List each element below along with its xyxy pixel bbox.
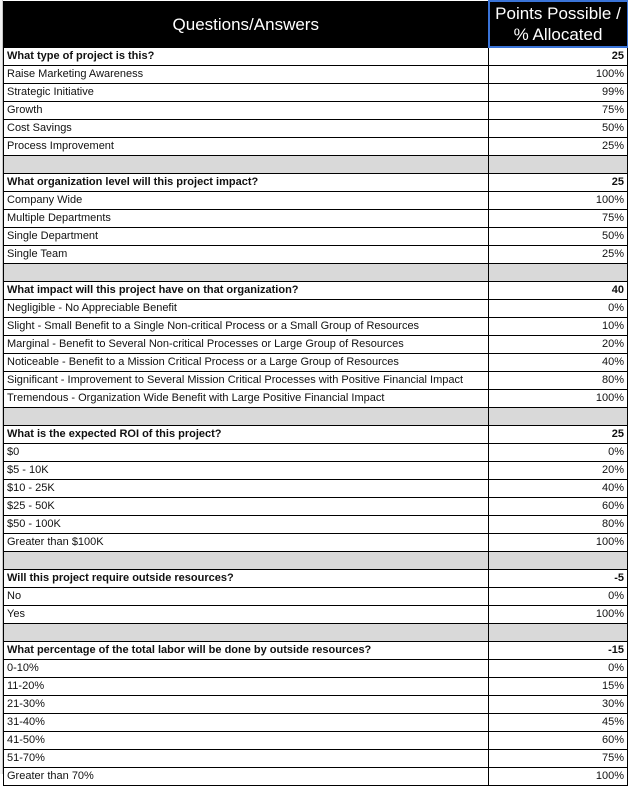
answer-row: [4, 246, 628, 264]
answer-cell[interactable]: Slight - Small Benefit to a Single Non-critical Process or a Small Group of Resources: [4, 318, 489, 336]
points-cell[interactable]: 25: [489, 47, 628, 66]
pct-cell[interactable]: 99%: [489, 84, 628, 102]
answer-row: [4, 444, 628, 462]
answer-row: [4, 138, 628, 156]
spacer-cell[interactable]: [489, 264, 628, 282]
pct-cell[interactable]: 0%: [489, 660, 628, 678]
question-row: [4, 47, 628, 66]
answer-cell[interactable]: $50 - 100K: [4, 516, 489, 534]
question-row: [4, 282, 628, 300]
answer-cell[interactable]: Raise Marketing Awareness: [4, 66, 489, 84]
question-cell[interactable]: What type of project is this?: [4, 47, 489, 66]
answer-row: [4, 462, 628, 480]
answer-row: [4, 102, 628, 120]
answer-row: [4, 678, 628, 696]
pct-cell[interactable]: 100%: [489, 606, 628, 624]
answer-row: [4, 66, 628, 84]
pct-cell[interactable]: 45%: [489, 714, 628, 732]
answer-cell[interactable]: 41-50%: [4, 732, 489, 750]
spacer-row: [4, 156, 628, 174]
question-cell[interactable]: What percentage of the total labor will be done by outside resources?: [4, 642, 489, 660]
answer-cell[interactable]: Cost Savings: [4, 120, 489, 138]
spacer-cell[interactable]: [489, 156, 628, 174]
answer-row: [4, 390, 628, 408]
spacer-cell[interactable]: [4, 624, 489, 642]
points-header-line2: % Allocated: [513, 25, 603, 44]
pct-cell[interactable]: 25%: [489, 138, 628, 156]
spacer-cell[interactable]: [489, 408, 628, 426]
questions-answers-header: Questions/Answers: [172, 14, 319, 34]
answer-row: [4, 750, 628, 768]
pct-cell[interactable]: 50%: [489, 120, 628, 138]
answer-row: [4, 120, 628, 138]
answer-row: [4, 498, 628, 516]
answer-cell[interactable]: 51-70%: [4, 750, 489, 768]
spacer-cell[interactable]: [4, 552, 489, 570]
answer-row: [4, 534, 628, 552]
points-cell[interactable]: 25: [489, 174, 628, 192]
answer-row: [4, 300, 628, 318]
answer-row: [4, 210, 628, 228]
pct-cell[interactable]: 25%: [489, 246, 628, 264]
answer-cell[interactable]: Negligible - No Appreciable Benefit: [4, 300, 489, 318]
spacer-row: [4, 408, 628, 426]
pct-cell[interactable]: 75%: [489, 210, 628, 228]
pct-cell[interactable]: 50%: [489, 228, 628, 246]
pct-cell[interactable]: 30%: [489, 696, 628, 714]
pct-cell[interactable]: 20%: [489, 336, 628, 354]
answer-cell[interactable]: 0-10%: [4, 660, 489, 678]
spacer-cell[interactable]: [4, 408, 489, 426]
questions-answers-header-cell[interactable]: [4, 1, 489, 47]
answer-cell[interactable]: Multiple Departments: [4, 210, 489, 228]
pct-cell[interactable]: 100%: [489, 66, 628, 84]
pct-cell[interactable]: 100%: [489, 534, 628, 552]
answer-cell[interactable]: Tremendous - Organization Wide Benefit with Large Positive Financial Impact: [4, 390, 489, 408]
answer-cell[interactable]: Single Team: [4, 246, 489, 264]
answer-row: [4, 354, 628, 372]
pct-cell[interactable]: 100%: [489, 192, 628, 210]
points-cell[interactable]: -15: [489, 642, 628, 660]
spacer-row: [4, 264, 628, 282]
answer-cell[interactable]: Significant - Improvement to Several Mission Critical Processes with Positive Financial Impact: [4, 372, 489, 390]
spacer-row: [4, 552, 628, 570]
answer-row: [4, 732, 628, 750]
pct-cell[interactable]: 80%: [489, 516, 628, 534]
answer-cell[interactable]: Company Wide: [4, 192, 489, 210]
answer-row: [4, 318, 628, 336]
pct-cell[interactable]: 75%: [489, 102, 628, 120]
question-cell[interactable]: What impact will this project have on that organization?: [4, 282, 489, 300]
pct-cell[interactable]: 10%: [489, 318, 628, 336]
question-cell[interactable]: What is the expected ROI of this project?: [4, 426, 489, 444]
answer-row: [4, 714, 628, 732]
pct-cell[interactable]: 15%: [489, 678, 628, 696]
answer-cell[interactable]: Noticeable - Benefit to a Mission Critical Process or a Large Group of Resources: [4, 354, 489, 372]
answer-row: [4, 228, 628, 246]
question-row: [4, 642, 628, 660]
answer-cell[interactable]: Strategic Initiative: [4, 84, 489, 102]
answer-row: [4, 606, 628, 624]
answer-cell[interactable]: Greater than $100K: [4, 534, 489, 552]
pct-cell[interactable]: 40%: [489, 480, 628, 498]
points-header-line1: Points Possible /: [495, 4, 621, 23]
pct-cell[interactable]: 0%: [489, 300, 628, 318]
answer-row: [4, 372, 628, 390]
answer-cell[interactable]: $25 - 50K: [4, 498, 489, 516]
answer-row: [4, 660, 628, 678]
question-cell[interactable]: What organization level will this project impact?: [4, 174, 489, 192]
pct-cell[interactable]: 0%: [489, 444, 628, 462]
spacer-cell[interactable]: [489, 624, 628, 642]
pct-cell[interactable]: 40%: [489, 354, 628, 372]
answer-cell[interactable]: Marginal - Benefit to Several Non-critical Processes or Large Group of Resources: [4, 336, 489, 354]
pct-cell[interactable]: 100%: [489, 768, 628, 786]
answer-cell[interactable]: 21-30%: [4, 696, 489, 714]
scoring-spreadsheet: [3, 0, 628, 786]
answer-cell[interactable]: Process Improvement: [4, 138, 489, 156]
header-row: [4, 1, 628, 47]
answer-row: [4, 588, 628, 606]
points-cell[interactable]: -5: [489, 570, 628, 588]
answer-cell[interactable]: No: [4, 588, 489, 606]
pct-cell[interactable]: 100%: [489, 390, 628, 408]
answer-cell[interactable]: Greater than 70%: [4, 768, 489, 786]
answer-row: [4, 696, 628, 714]
answer-row: [4, 192, 628, 210]
answer-row: [4, 516, 628, 534]
pct-cell[interactable]: 75%: [489, 750, 628, 768]
question-row: [4, 426, 628, 444]
points-cell[interactable]: 40: [489, 282, 628, 300]
points-cell[interactable]: 25: [489, 426, 628, 444]
answer-row: [4, 768, 628, 786]
spacer-row: [4, 624, 628, 642]
answer-cell[interactable]: $0: [4, 444, 489, 462]
answer-row: [4, 336, 628, 354]
answer-row: [4, 480, 628, 498]
question-row: [4, 570, 628, 588]
answer-cell[interactable]: Yes: [4, 606, 489, 624]
answer-cell[interactable]: 31-40%: [4, 714, 489, 732]
answer-row: [4, 84, 628, 102]
spacer-cell[interactable]: [4, 264, 489, 282]
pct-cell[interactable]: 60%: [489, 732, 628, 750]
question-row: [4, 174, 628, 192]
pct-cell[interactable]: 60%: [489, 498, 628, 516]
answer-cell[interactable]: 11-20%: [4, 678, 489, 696]
spacer-cell[interactable]: [4, 156, 489, 174]
spacer-cell[interactable]: [489, 552, 628, 570]
answer-cell[interactable]: $10 - 25K: [4, 480, 489, 498]
answer-cell[interactable]: Single Department: [4, 228, 489, 246]
pct-cell[interactable]: 80%: [489, 372, 628, 390]
answer-cell[interactable]: Growth: [4, 102, 489, 120]
pct-cell[interactable]: 20%: [489, 462, 628, 480]
question-cell[interactable]: Will this project require outside resources?: [4, 570, 489, 588]
points-allocated-header-cell[interactable]: [489, 1, 628, 47]
pct-cell[interactable]: 0%: [489, 588, 628, 606]
answer-cell[interactable]: $5 - 10K: [4, 462, 489, 480]
